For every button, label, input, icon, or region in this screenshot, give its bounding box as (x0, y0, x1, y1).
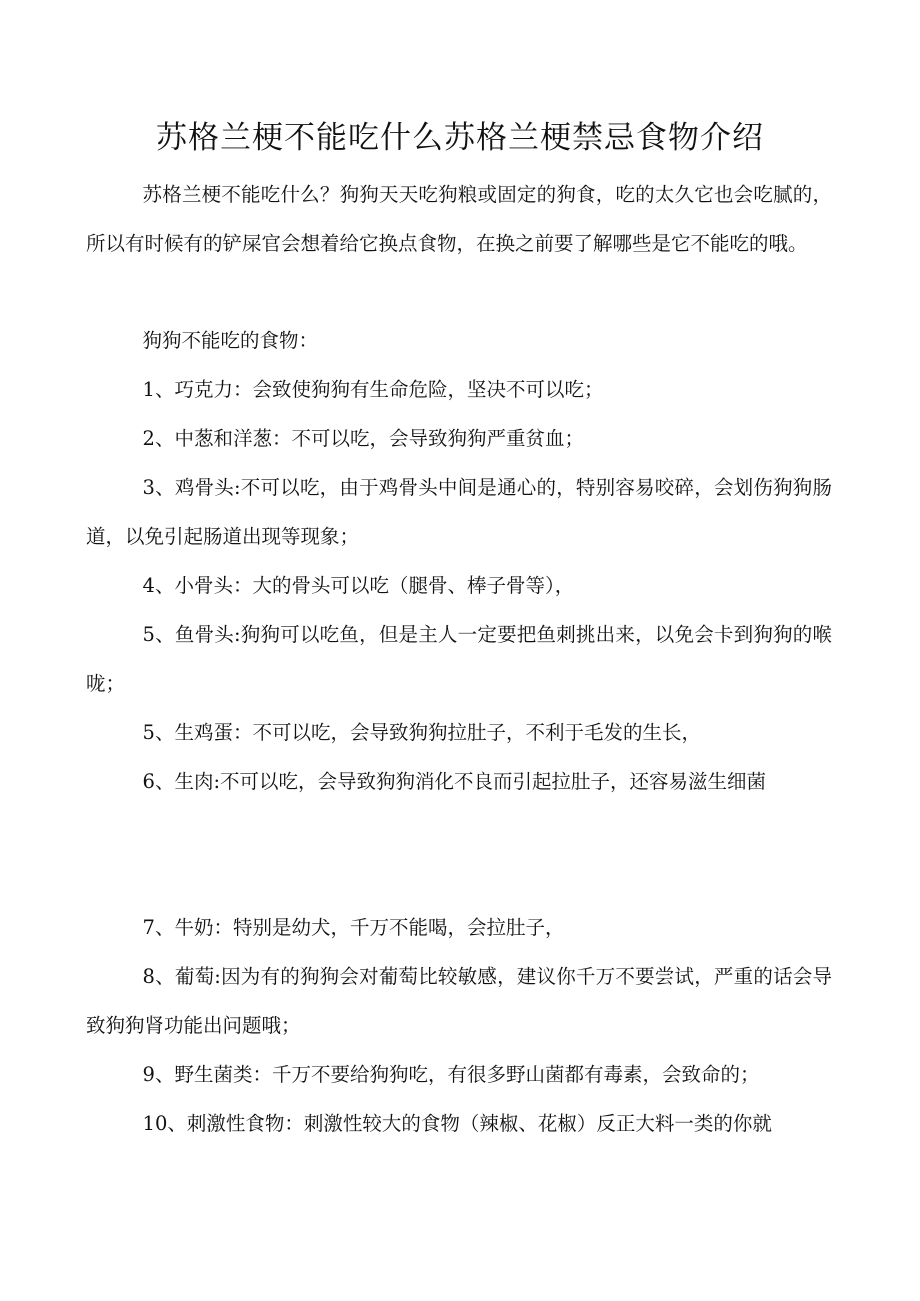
document-title: 苏格兰梗不能吃什么苏格兰梗禁忌食物介绍 (156, 120, 764, 156)
list-item-spicy-food: 10、刺激性食物：刺激性较大的食物（辣椒、花椒）反正大料一类的你就 (142, 1112, 772, 1135)
list-item-wild-mushroom: 9、野生菌类：千万不要给狗狗吃，有很多野山菌都有毒素，会致命的； (142, 1063, 760, 1086)
intro-paragraph: 苏格兰梗不能吃什么？狗狗天天吃狗粮或固定的狗食，吃的太久它也会吃腻的，所以有时候有的铲屎官会想着给它换点食物，在换之前要了解哪些是它不能吃的哦。 (86, 183, 832, 255)
list-heading: 狗狗不能吃的食物： (142, 329, 319, 352)
list-item-onion: 2、中葱和洋葱：不可以吃，会导致狗狗严重贫血； (142, 427, 584, 450)
list-item-milk: 7、牛奶：特别是幼犬，千万不能喝，会拉肚子， (142, 916, 565, 939)
list-item-small-bone: 4、小骨头：大的骨头可以吃（腿骨、棒子骨等）， (142, 574, 575, 597)
list-item-chicken-bone: 3、鸡骨头:不可以吃，由于鸡骨头中间是通心的，特别容易咬碎，会划伤狗狗肠道，以免引起肠道出现等现象； (86, 476, 832, 548)
list-item-grape: 8、葡萄:因为有的狗狗会对葡萄比较敏感，建议你千万不要尝试，严重的话会导致狗狗肾功能出问题哦； (86, 965, 832, 1037)
list-item-raw-egg: 5、生鸡蛋：不可以吃，会导致狗狗拉肚子，不利于毛发的生长， (142, 721, 701, 744)
list-item-fish-bone: 5、鱼骨头:狗狗可以吃鱼，但是主人一定要把鱼刺挑出来，以免会卡到狗狗的喉咙； (86, 623, 832, 695)
list-item-raw-meat: 6、生肉:不可以吃，会导致狗狗消化不良而引起拉肚子，还容易滋生细菌 (142, 770, 767, 793)
list-item-chocolate: 1、巧克力：会致使狗狗有生命危险，坚决不可以吃； (142, 378, 604, 401)
